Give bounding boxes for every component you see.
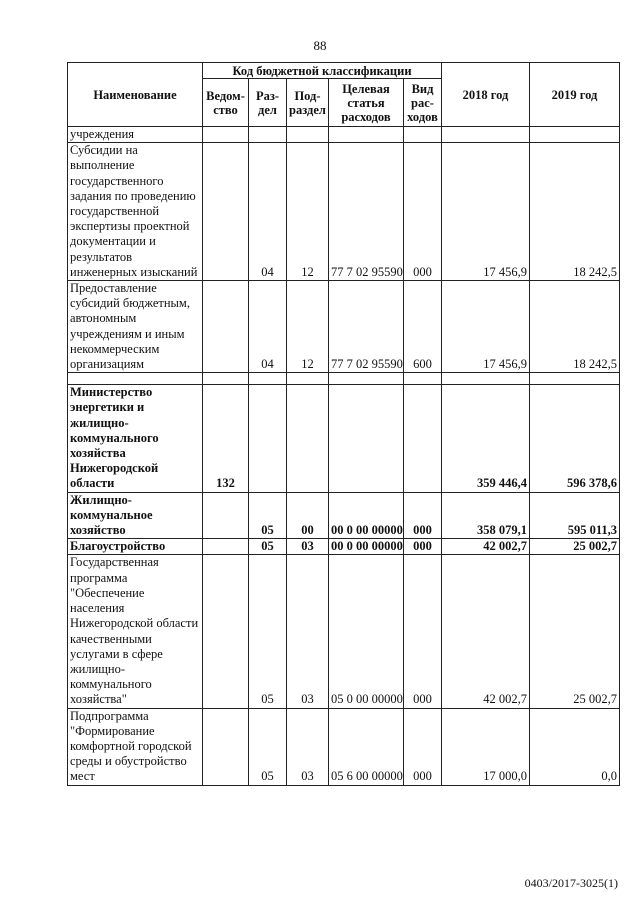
table-row (68, 492, 620, 539)
row-razdel: 05 (249, 539, 287, 555)
row-name: Подпрограмма "Формирование комфортной городской среды и обустройство мест (68, 708, 203, 785)
row-name: Предоставление субсидий бюджетным, автономным учреждениям и иным некоммерческим организациям (68, 281, 203, 373)
row-target-article: 05 0 00 00000 (329, 555, 404, 708)
row-2019 (530, 373, 620, 385)
row-2018: 358 079,1 (442, 492, 530, 539)
row-2019: 25 002,7 (530, 539, 620, 555)
row-expense-type (404, 373, 442, 385)
row-razdel (249, 385, 287, 492)
row-vedomstvo (203, 708, 249, 785)
row-name: Субсидии на выполнение государственного задания по проведению государственной экспертизы проектной документации и результатов инженерных изысканий (68, 143, 203, 281)
row-2019: 18 242,5 (530, 143, 620, 281)
table-row (68, 281, 620, 373)
row-vedomstvo (203, 127, 249, 143)
row-target-article: 77 7 02 95590 (329, 143, 404, 281)
table-row (68, 539, 620, 555)
header-expense-type: Вид рас-ходов (404, 79, 442, 127)
row-name: Благоустройство (68, 539, 203, 555)
row-2019: 595 011,3 (530, 492, 620, 539)
row-expense-type: 000 (404, 555, 442, 708)
header-2019: 2019 год (530, 63, 620, 127)
row-vedomstvo (203, 555, 249, 708)
row-target-article: 00 0 00 00000 (329, 539, 404, 555)
row-2018: 42 002,7 (442, 555, 530, 708)
header-target-article: Целевая статья расходов (329, 79, 404, 127)
row-2018: 17 000,0 (442, 708, 530, 785)
row-expense-type: 000 (404, 539, 442, 555)
row-expense-type (404, 127, 442, 143)
row-podrazdel: 00 (287, 492, 329, 539)
row-expense-type: 000 (404, 492, 442, 539)
row-target-article (329, 373, 404, 385)
row-podrazdel (287, 127, 329, 143)
row-vedomstvo (203, 373, 249, 385)
row-podrazdel: 12 (287, 143, 329, 281)
row-target-article: 77 7 02 95590 (329, 281, 404, 373)
table-row (68, 127, 620, 143)
row-2018: 17 456,9 (442, 281, 530, 373)
row-name: учреждения (68, 127, 203, 143)
table-row (68, 708, 620, 785)
row-vedomstvo: 132 (203, 385, 249, 492)
row-razdel: 04 (249, 143, 287, 281)
row-vedomstvo (203, 143, 249, 281)
row-podrazdel: 03 (287, 708, 329, 785)
row-target-article (329, 127, 404, 143)
row-2018 (442, 373, 530, 385)
row-name: Жилищно-коммунальное хозяйство (68, 492, 203, 539)
row-name (68, 373, 203, 385)
row-2019: 0,0 (530, 708, 620, 785)
header-podrazdel: Под-раздел (287, 79, 329, 127)
header-razdel: Раз-дел (249, 79, 287, 127)
page-number: 88 (313, 38, 327, 53)
row-2018: 17 456,9 (442, 143, 530, 281)
header-classification-code: Код бюджетной классификации (203, 63, 442, 79)
row-name: Государственная программа "Обеспечение населения Нижегородской области качественными услугами в сфере жилищно-коммунального хозяйства" (68, 555, 203, 708)
row-vedomstvo (203, 492, 249, 539)
header-name: Наименование (68, 63, 203, 127)
row-podrazdel: 12 (287, 281, 329, 373)
row-podrazdel: 03 (287, 539, 329, 555)
budget-table (67, 62, 620, 786)
row-vedomstvo (203, 539, 249, 555)
row-razdel: 04 (249, 281, 287, 373)
document-code: 0403/2017-3025(1) (524, 876, 618, 890)
row-2019 (530, 127, 620, 143)
row-expense-type: 600 (404, 281, 442, 373)
row-target-article (329, 385, 404, 492)
table-row (68, 143, 620, 281)
row-podrazdel: 03 (287, 555, 329, 708)
row-target-article: 00 0 00 00000 (329, 492, 404, 539)
row-name: Министерство энергетики и жилищно-коммунального хозяйства Нижегородской области (68, 385, 203, 492)
row-razdel: 05 (249, 708, 287, 785)
row-2018 (442, 127, 530, 143)
header-2018: 2018 год (442, 63, 530, 127)
row-target-article: 05 6 00 00000 (329, 708, 404, 785)
row-razdel: 05 (249, 555, 287, 708)
row-2019: 18 242,5 (530, 281, 620, 373)
table-row-blank (68, 373, 620, 385)
row-razdel (249, 127, 287, 143)
row-razdel (249, 373, 287, 385)
row-razdel: 05 (249, 492, 287, 539)
row-2018: 359 446,4 (442, 385, 530, 492)
row-expense-type: 000 (404, 143, 442, 281)
row-podrazdel (287, 385, 329, 492)
row-expense-type (404, 385, 442, 492)
table-row (68, 555, 620, 708)
row-2019: 25 002,7 (530, 555, 620, 708)
row-vedomstvo (203, 281, 249, 373)
row-expense-type: 000 (404, 708, 442, 785)
header-vedomstvo: Ведом-ство (203, 79, 249, 127)
row-2018: 42 002,7 (442, 539, 530, 555)
row-2019: 596 378,6 (530, 385, 620, 492)
row-podrazdel (287, 373, 329, 385)
table-row (68, 385, 620, 492)
